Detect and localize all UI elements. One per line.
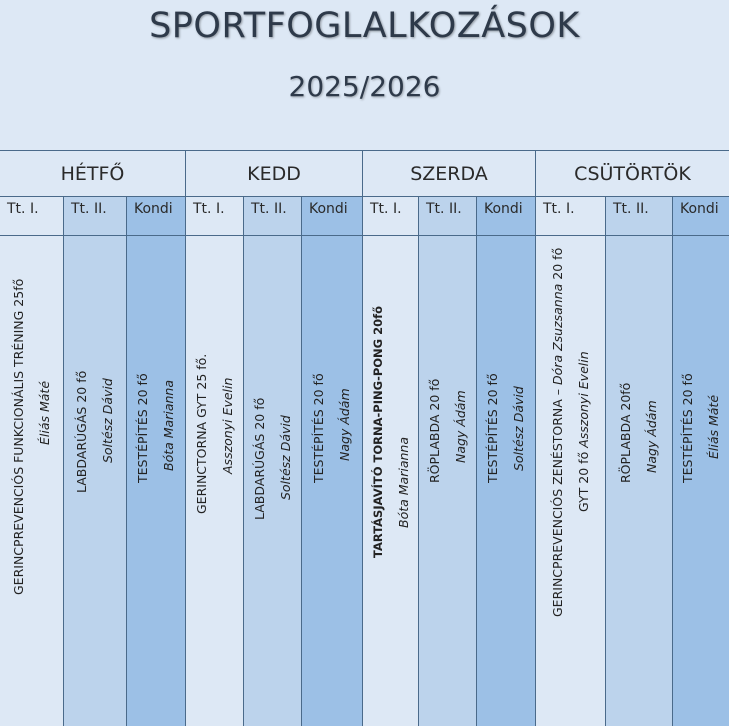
subheader-tt2: Tt. II. [64,197,126,236]
subheader-tt1: Tt. I. [186,197,243,236]
instructor-name: Nagy Ádám [644,400,659,473]
day-header-hetfo: HÉTFŐ [0,151,186,197]
activity-label: GYT 20 fő [575,447,591,512]
session-entry [247,398,299,520]
activity-label: TESTÉPÍTÉS 20 fő [135,373,150,483]
subheader-tt2: Tt. II. [419,197,476,236]
instructor-name: Nagy Ádám [337,388,352,461]
column-hetfo-tt1 [0,197,64,726]
subheader-kondi: Kondi [673,197,729,236]
instructor-name: Asszonyi Evelin [575,351,591,448]
column-szerda-kondi [477,197,536,726]
activity-label: TARTÁSJAVÍTÓ TORNA-PING-PONG 20fő [370,305,385,558]
column-hetfo-kondi [127,197,186,726]
subheader-tt1: Tt. I. [363,197,418,236]
subheader-kondi: Kondi [302,197,362,236]
subheader-tt1: Tt. I. [536,197,605,236]
session-entry [545,248,597,617]
instructor-name: Éliás Máté [36,380,52,445]
column-szerda-tt2 [419,197,477,726]
subheader-tt1: Tt. I. [0,197,63,236]
instructor-name: Dóra Zsuzsanna [549,283,565,385]
activity-label: TESTÉPÍTÉS 20 fő [311,373,326,483]
day-header-kedd: KEDD [186,151,363,197]
session-entry [675,373,727,483]
school-year: 2025/2026 [288,70,441,103]
column-szerda-tt1 [363,197,419,726]
activity-label: GERINCTORNA GYT 25 fő. [193,353,209,514]
session-entry [189,354,241,514]
session-entry [422,379,474,483]
session-entry [613,383,665,483]
instructor-name: Soltész Dávid [277,415,293,500]
column-hetfo-tt2 [64,197,127,726]
subheader-tt2: Tt. II. [244,197,301,236]
instructor-name: Asszonyi Evelin [219,377,235,474]
activity-label: LABDARÚGÁS 20 fő [74,370,89,493]
activity-label: TESTÉPÍTÉS 20 fő [680,373,695,483]
column-kedd-tt2 [244,197,302,726]
schedule-table [0,150,729,726]
instructor-name: Bóta Marianna [395,437,411,528]
session-entry [69,371,121,493]
subheader-kondi: Kondi [477,197,535,236]
day-header-szerda: SZERDA [363,151,536,197]
session-entry [365,306,417,558]
instructor-name: Nagy Ádám [452,390,468,463]
activity-label: GERINCPREVENCIÓS ZENÉSTORNA – [549,384,565,617]
session-entry [130,373,182,483]
column-kedd-tt1 [186,197,244,726]
session-entry [6,279,58,595]
instructor-name: Soltész Dávid [511,386,526,471]
session-entry [480,373,532,483]
subheader-tt2: Tt. II. [606,197,672,236]
instructor-name: Soltész Dávid [100,378,115,463]
column-kedd-kondi [302,197,363,726]
column-csutortok-tt2 [606,197,673,726]
column-csutortok-tt1 [536,197,606,726]
activity-label: GERINCPREVENCIÓS FUNKCIONÁLIS TRÉNING 25fő [10,278,26,595]
activity-label: TESTÉPÍTÉS 20 fő [485,373,500,483]
instructor-name: Bóta Marianna [161,380,176,471]
activity-label: RÖPLABDA 20 fő [426,378,442,483]
activity-label: LABDARÚGÁS 20 fő [251,397,267,520]
page-title: SPORTFOGLALKOZÁSOK [149,6,580,46]
activity-label: RÖPLABDA 20fő [618,382,633,483]
instructor-name: Éliás Máté [706,394,721,459]
day-header-csutortok: CSÜTÖRTÖK [536,151,729,197]
capacity-label: 20 fő [549,247,565,284]
session-entry [306,373,358,483]
column-csutortok-kondi [673,197,729,726]
subheader-kondi: Kondi [127,197,185,236]
